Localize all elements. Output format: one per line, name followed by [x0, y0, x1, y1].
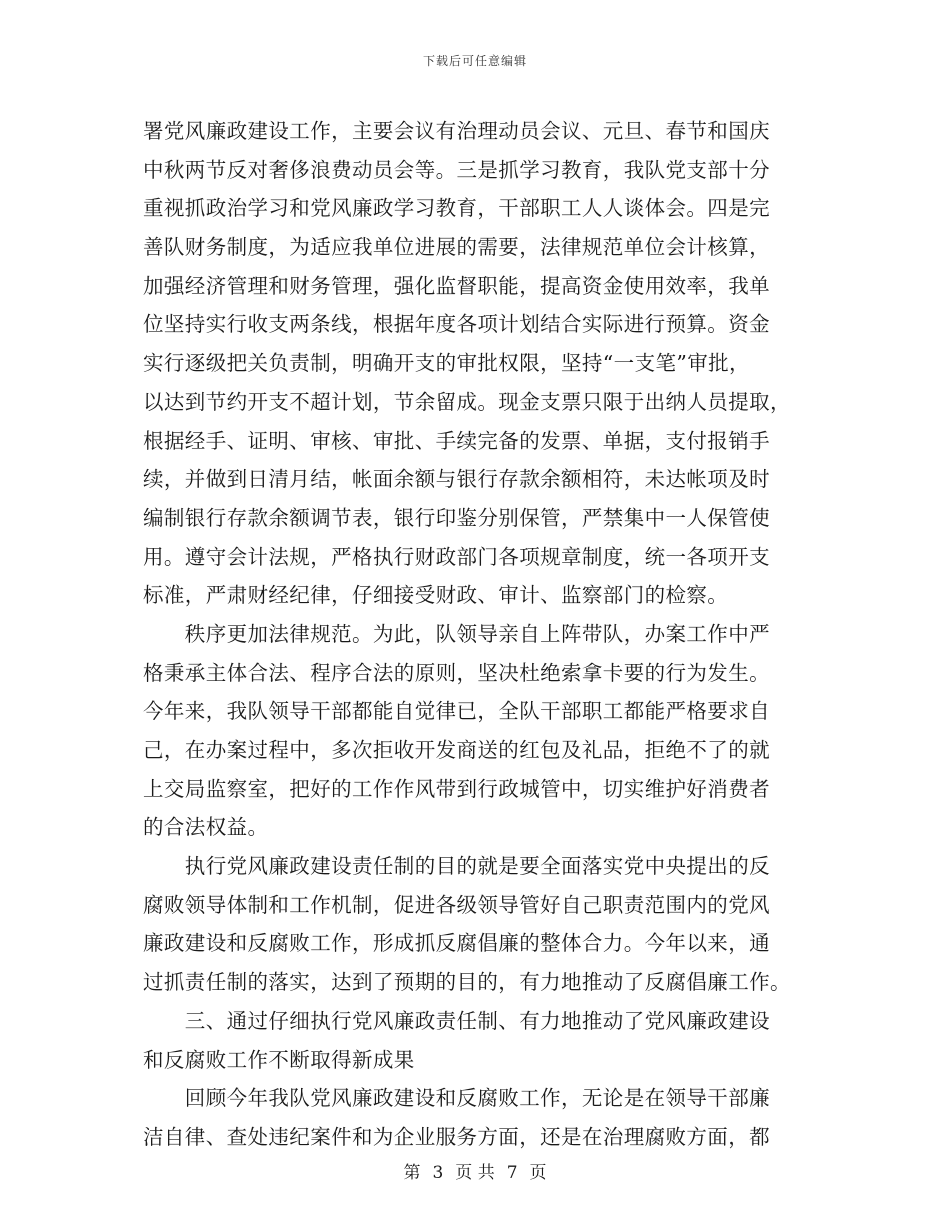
text-line: 廉政建设和反腐败工作，形成抓反腐倡廉的整体合力。今年以来，通 [143, 931, 770, 956]
text-line: 署党风廉政建设工作，主要会议有治理动员会议、元旦、春节和国庆 [143, 119, 770, 143]
text-line: 位坚持实行收支两条线，根据年度各项计划结合实际进行预算。资金 [143, 312, 770, 337]
text-line: 重视抓政治学习和党风廉政学习教育，干部职工人人谈体会。四是完 [143, 196, 770, 221]
footer-middle: 页 共 [455, 1163, 495, 1183]
text-line: 实行逐级把关负责制，明确开支的审批权限，坚持“一支笔”审批， [143, 351, 750, 376]
text-line: 根据经手、证明、审核、审批、手续完备的发票、单据，支付报销手 [143, 428, 770, 453]
total-pages-number: 7 [506, 1163, 518, 1183]
text-line: 的合法权益。 [143, 815, 269, 840]
text-line: 标准，严肃财经纪律，仔细接受财政、审计、监察部门的检察。 [143, 583, 729, 608]
page-footer [0, 1158, 950, 1183]
footer-suffix: 页 [529, 1163, 547, 1183]
text-line: 加强经济管理和财务管理，强化监督职能，提高资金使用效率，我单 [143, 273, 770, 298]
text-line: 秩序更加法律规范。为此，队领导亲自上阵带队，办案工作中严 [143, 621, 770, 646]
text-line: 格秉承主体合法、程序合法的原则，坚决杜绝索拿卡要的行为发生。 [143, 660, 770, 685]
text-line: 今年来，我队领导干部都能自觉律已，全队干部职工都能严格要求自 [143, 699, 770, 724]
text-line: 洁自律、查处违纪案件和为企业服务方面，还是在治理腐败方面，都 [143, 1124, 770, 1149]
text-line: 中秋两节反对奢侈浪费动员会等。三是抓学习教育，我队党支部十分 [143, 157, 770, 182]
text-line: 己，在办案过程中，多次拒收开发商送的红包及礼品，拒绝不了的就 [143, 738, 770, 762]
text-line: 上交局监察室，把好的工作作风带到行政城管中，切实维护好消费者 [143, 776, 770, 801]
text-line: 腐败领导体制和工作机制，促进各级领导管好自己职责范围内的党风 [143, 892, 770, 917]
text-line: 编制银行存款余额调节表，银行印鉴分别保管，严禁集中一人保管使 [143, 505, 770, 530]
page-header: 下载后可任意编辑 [422, 54, 527, 68]
current-page-number: 3 [432, 1163, 444, 1183]
text-line: 以达到节约开支不超计划，节余留成。现金支票只限于出纳人员提取， [143, 389, 791, 414]
body-text [143, 112, 811, 1157]
text-line: 过抓责任制的落实，达到了预期的目的，有力地推动了反腐倡廉工作。 [143, 970, 791, 995]
text-line: 三、通过仔细执行党风廉政责任制、有力地推动了党风廉政建设 [143, 1008, 770, 1033]
text-line: 回顾今年我队党风廉政建设和反腐败工作，无论是在领导干部廉 [143, 1086, 770, 1111]
text-line: 用。遵守会计法规，严格执行财政部门各项规章制度，统一各项开支 [143, 544, 770, 569]
text-line: 和反腐败工作不断取得新成果 [143, 1047, 415, 1072]
text-line: 善队财务制度，为适应我单位进展的需要，法律规范单位会计核算， [143, 235, 770, 260]
footer-prefix: 第 [403, 1163, 421, 1183]
text-line: 续，并做到日清月结，帐面余额与银行存款余额相符，未达帐项及时 [143, 467, 770, 492]
text-line: 执行党风廉政建设责任制的目的就是要全面落实党中央提出的反 [143, 854, 770, 879]
